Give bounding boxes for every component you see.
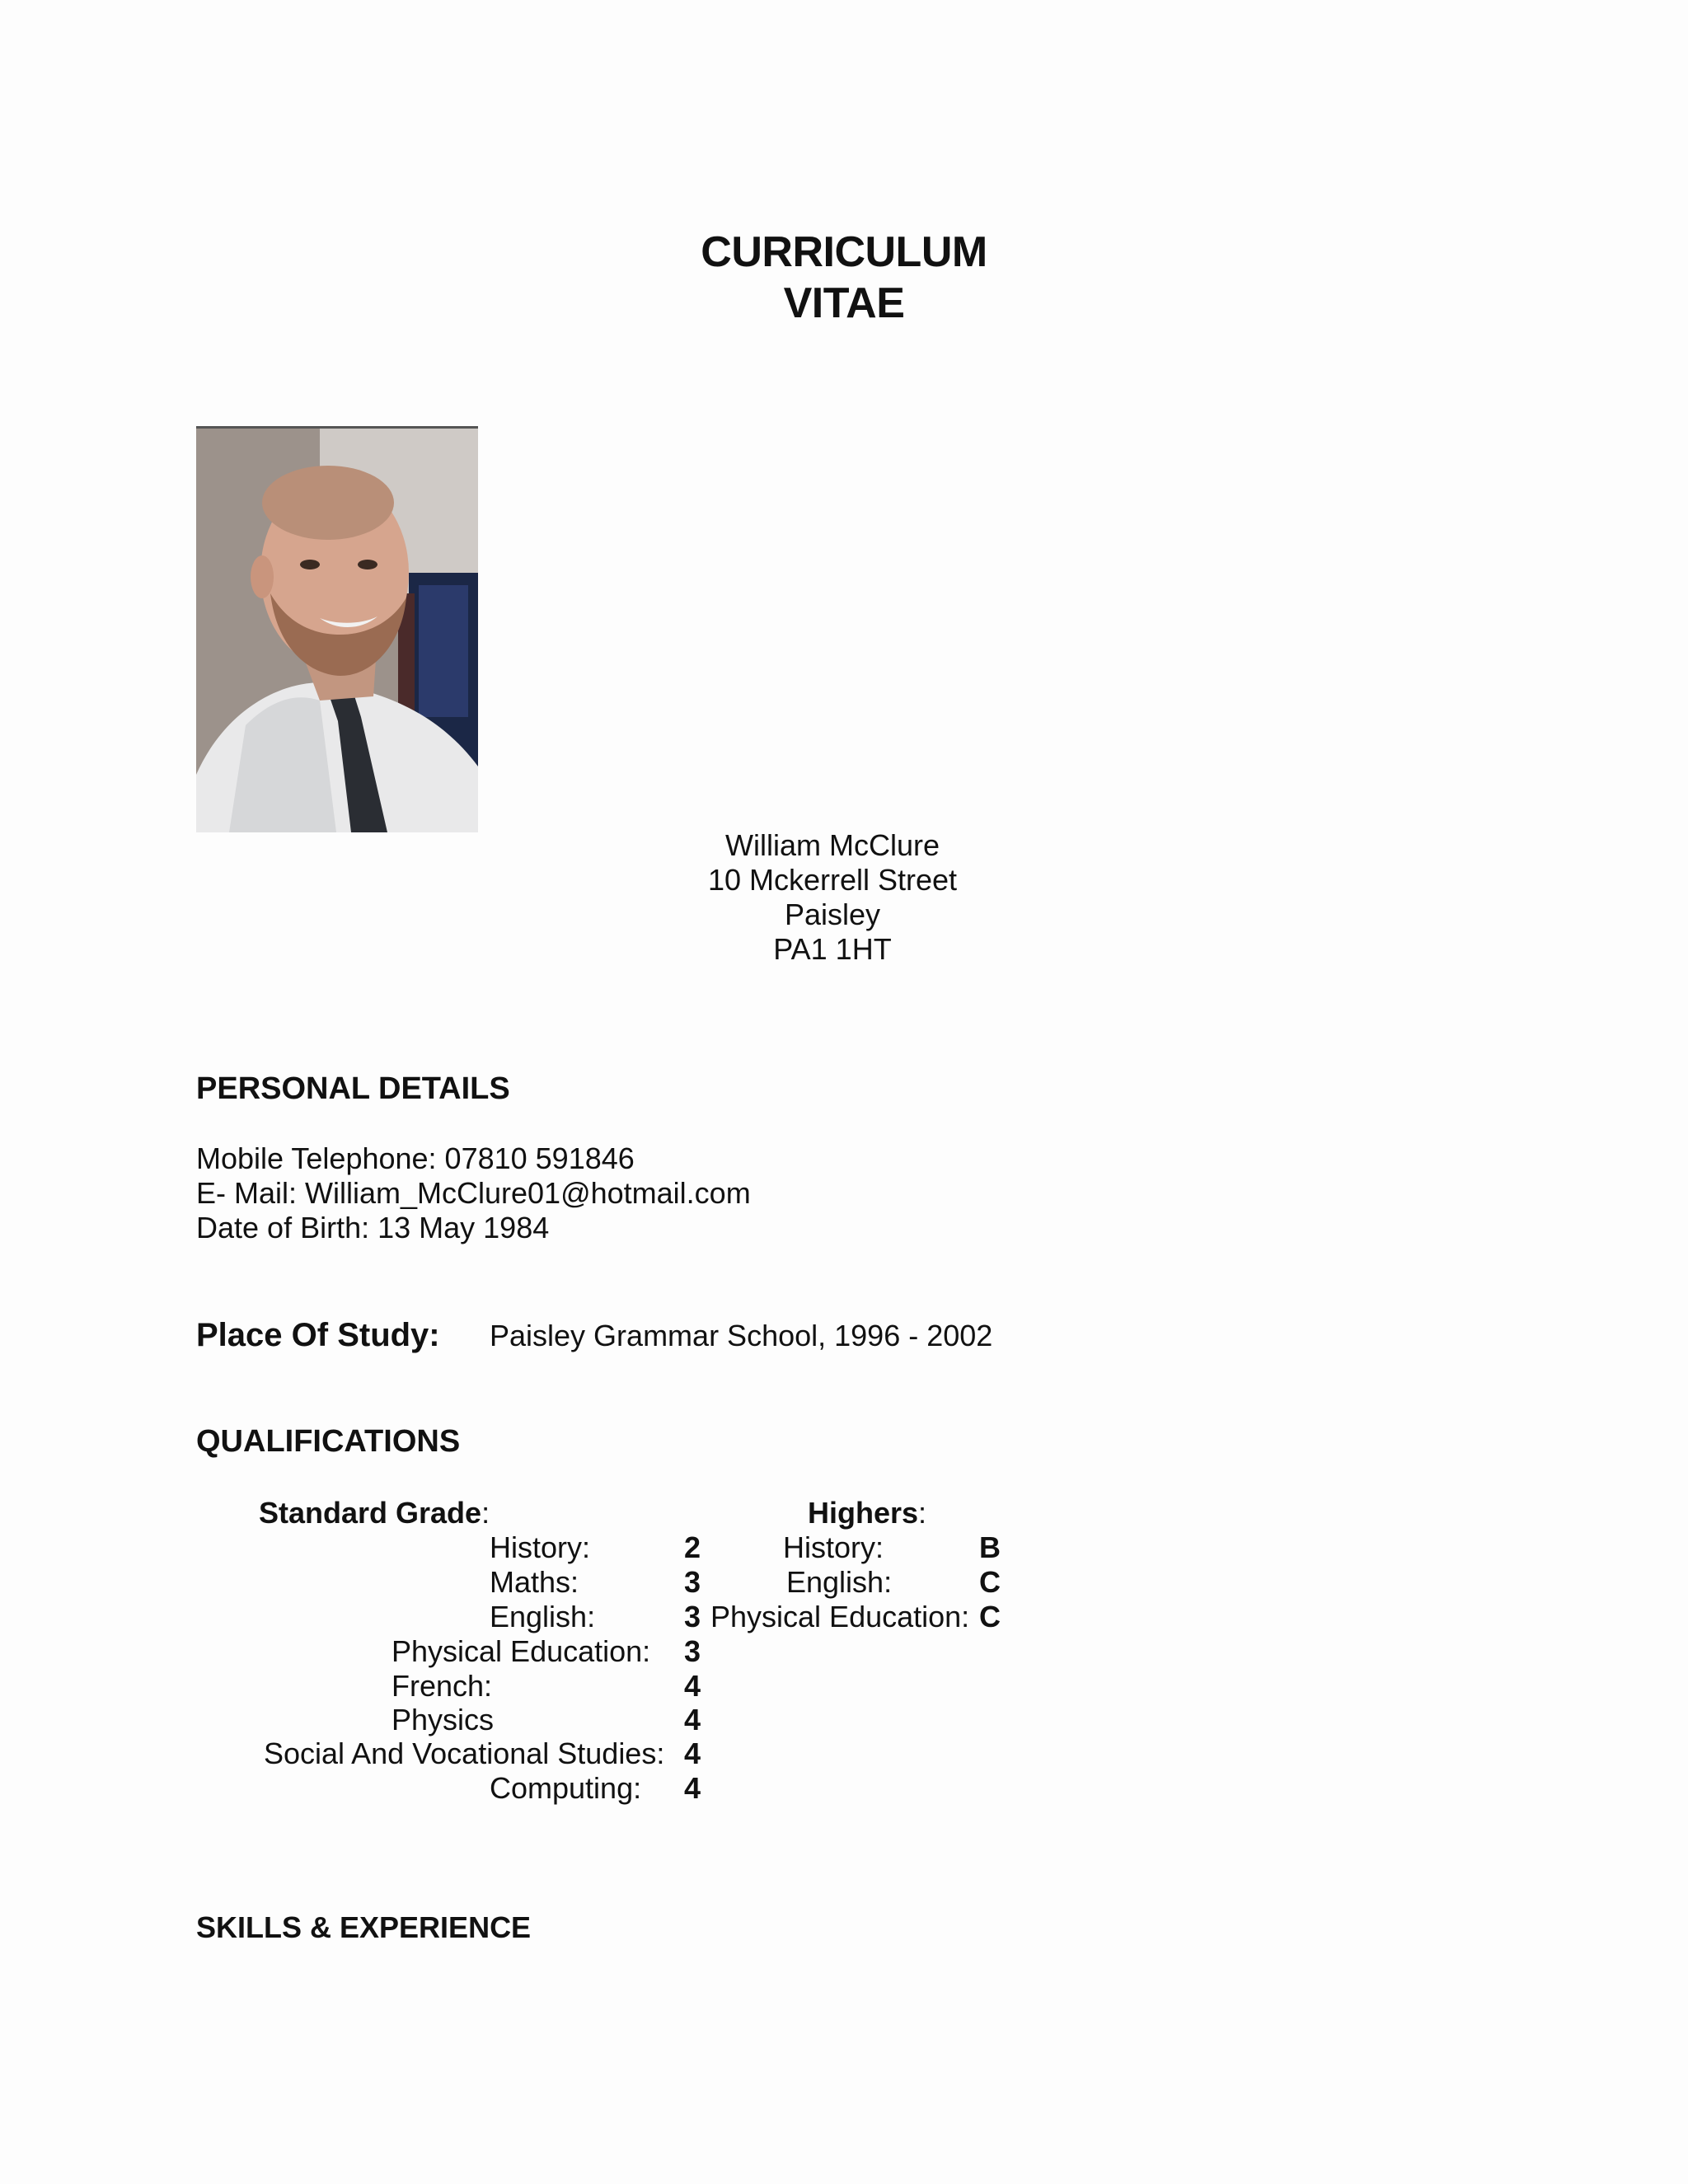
sg-grade-english: 3	[684, 1600, 701, 1633]
sg-subject-social-vocational: Social And Vocational Studies:	[264, 1736, 665, 1770]
profile-photo	[196, 426, 478, 832]
standard-grade-heading	[259, 1496, 490, 1530]
personal-details-heading: PERSONAL DETAILS	[196, 1071, 510, 1106]
personal-details	[196, 1141, 751, 1245]
higher-subject-physical-education: Physical Education:	[710, 1600, 970, 1633]
profile-photo-illustration	[196, 429, 478, 832]
page-title	[0, 227, 1688, 329]
qualifications-heading: QUALIFICATIONS	[196, 1424, 461, 1459]
higher-grade-history: B	[979, 1530, 1001, 1564]
sg-grade-physical-education: 3	[684, 1634, 701, 1668]
sg-subject-maths: Maths:	[490, 1565, 579, 1599]
title-line-2: VITAE	[783, 279, 905, 327]
sg-subject-history: History:	[490, 1530, 591, 1564]
place-of-study-value: Paisley Grammar School, 1996 - 2002	[490, 1319, 993, 1352]
higher-subject-english: English:	[786, 1565, 893, 1599]
address-name: William McClure	[725, 828, 940, 862]
standard-grade-colon: :	[481, 1496, 490, 1530]
title-line-1: CURRICULUM	[701, 228, 987, 276]
email-address: E- Mail: William_McClure01@hotmail.com	[196, 1176, 751, 1210]
address-block	[0, 828, 1665, 967]
standard-grade-title: Standard Grade	[259, 1496, 482, 1530]
sg-grade-physics: 4	[684, 1703, 701, 1736]
date-of-birth: Date of Birth: 13 May 1984	[196, 1211, 550, 1244]
highers-heading	[808, 1496, 926, 1530]
higher-grade-english: C	[979, 1565, 1001, 1599]
sg-grade-history: 2	[684, 1530, 701, 1564]
sg-grade-social-vocational: 4	[684, 1736, 701, 1770]
sg-grade-french: 4	[684, 1669, 701, 1703]
sg-subject-computing: Computing:	[490, 1771, 642, 1805]
highers-title: Highers	[808, 1496, 919, 1530]
address-town: Paisley	[784, 898, 881, 931]
sg-subject-physics: Physics	[392, 1703, 495, 1736]
higher-subject-history: History:	[783, 1530, 884, 1564]
sg-subject-french: French:	[392, 1669, 493, 1703]
higher-grade-physical-education: C	[979, 1600, 1001, 1633]
mobile-telephone: Mobile Telephone: 07810 591846	[196, 1141, 635, 1175]
sg-grade-maths: 3	[684, 1565, 701, 1599]
address-street: 10 Mckerrell Street	[707, 863, 958, 897]
address-postcode: PA1 1HT	[773, 932, 892, 966]
sg-subject-physical-education: Physical Education:	[392, 1634, 651, 1668]
skills-experience-heading: SKILLS & EXPERIENCE	[196, 1910, 532, 1944]
place-of-study-label: Place Of Study:	[196, 1317, 440, 1353]
sg-grade-computing: 4	[684, 1771, 701, 1805]
sg-subject-english: English:	[490, 1600, 596, 1633]
highers-colon: :	[918, 1496, 927, 1530]
